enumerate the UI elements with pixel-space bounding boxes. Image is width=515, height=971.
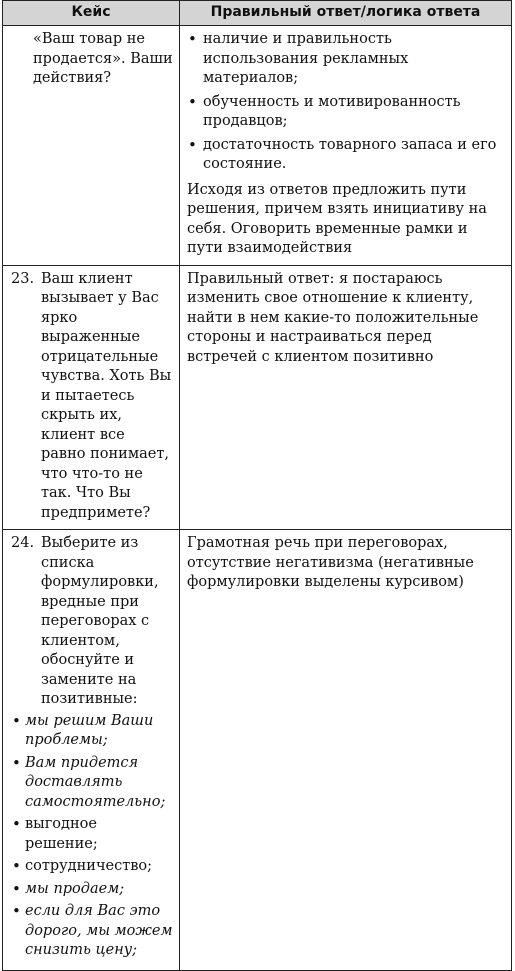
- header-case: Кейс: [3, 1, 180, 26]
- list-item: • достаточность товарного запаса и его состояние.: [187, 136, 505, 175]
- case-cell: [3, 530, 180, 971]
- answer-text: Правильный ответ: я постараюсь изменить свое отношение к клиенту, найти в нем какие-то положительные стороны и настраиваться перед встречей с клиентом позитивно: [187, 270, 479, 365]
- case-question: Ваш клиент вызывает у Вас ярко выраженные отрицательные чувства. Хоть Вы и пытаетесь скрыть их, клиент все равно понимает, что что-то не так. Что Вы предпримете?: [41, 270, 172, 521]
- list-item: • наличие и правильность использования рекламных материалов;: [187, 30, 505, 89]
- list-item: • обученность и мотивированность продавцов;: [187, 93, 505, 132]
- case-table: [2, 0, 512, 971]
- list-item: • Вам придется доставлять самостоятельно;: [11, 754, 173, 813]
- list-item: • мы продаем;: [11, 880, 173, 900]
- table-row: [3, 265, 512, 530]
- table-row: [3, 26, 512, 266]
- case-cell: [3, 26, 180, 266]
- case-cell: [3, 265, 180, 530]
- answer-note: Исходя из ответов предложить пути решения, причем взять инициативу на себя. Оговорить временные рамки и пути взаимодействия: [187, 181, 487, 256]
- header-row: [3, 1, 512, 26]
- case-question: «Ваш товар не продается». Ваши действия?: [33, 31, 173, 86]
- list-item: • сотрудничество;: [11, 857, 173, 877]
- answer-cell: [180, 26, 512, 266]
- case-number: 23.: [11, 270, 35, 287]
- list-item: • если для Вас это дорого, мы можем снизить цену;: [11, 902, 173, 961]
- answer-cell: [180, 265, 512, 530]
- header-answer: Правильный ответ/логика ответа: [180, 1, 512, 26]
- case-question: Выберите из списка формулировки, вредные при переговорах с клиентом, обоснуйте и замените на позитивные:: [41, 535, 159, 707]
- answer-bullet-list: [187, 30, 505, 175]
- table-row: [3, 530, 512, 971]
- answer-cell: [180, 530, 512, 971]
- list-item: • мы решим Ваши проблемы;: [11, 712, 173, 751]
- answer-text: Грамотная речь при переговорах, отсутствие негативизма (негативные формулировки выделены курсивом): [187, 535, 474, 590]
- phrase-list: [11, 712, 173, 961]
- list-item: • выгодное решение;: [11, 815, 173, 854]
- case-number: 24.: [11, 535, 35, 551]
- document-page: [2, 0, 511, 971]
